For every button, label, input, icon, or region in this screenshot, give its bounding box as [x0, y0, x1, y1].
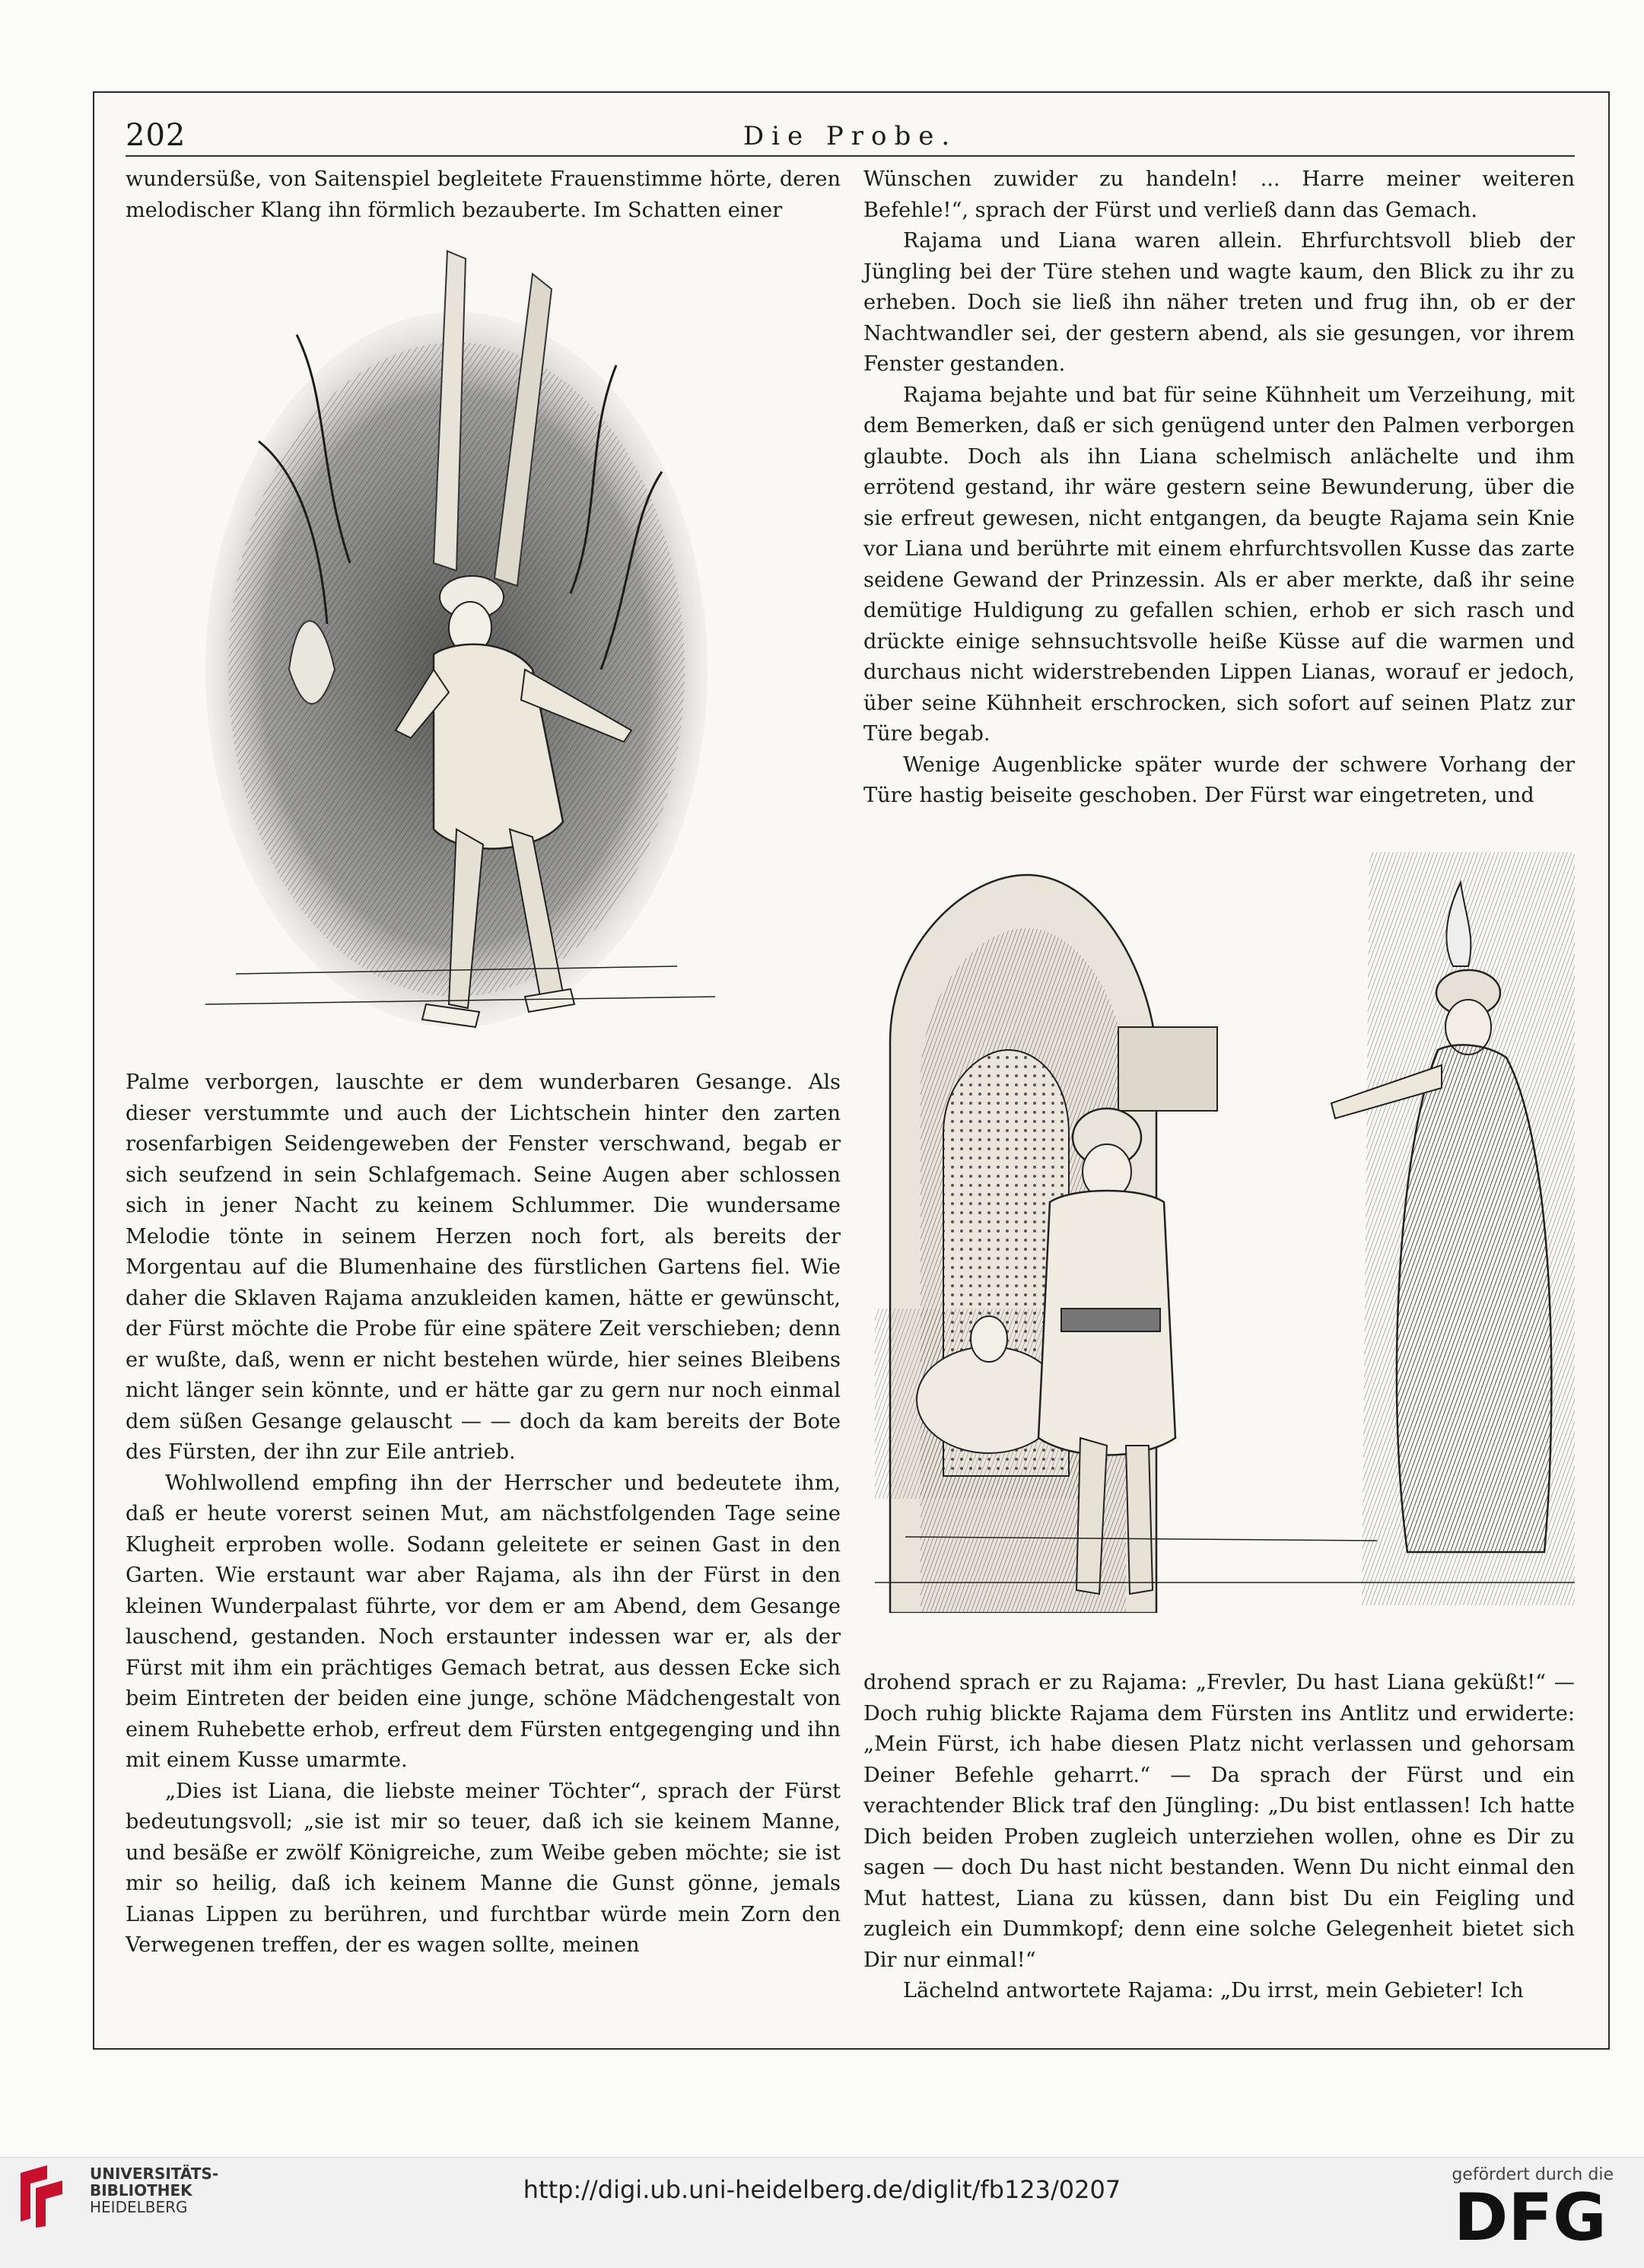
paragraph: Wünschen zuwider zu handeln! ... Harre meiner weiteren Befehle!“, sprach der Fürst und verließ dann das Gemach.: [863, 167, 1575, 222]
paragraph: Rajama und Liana waren allein. Ehrfurchtsvoll blieb der Jüngling bei der Türe stehen und wagte kaum, den Blick zu ihr zu erheben. Doch sie ließ ihn näher treten und frug ihn, ob er der Nachtwandler sei, der gestern abend, als sie gesungen, vor ihrem Fenster gestanden.: [863, 229, 1575, 376]
digitization-footer: [0, 2157, 1644, 2268]
running-title: Die Probe.: [743, 121, 958, 151]
paragraph: Wohlwollend empfing ihn der Herrscher und bedeutete ihm, daß er heute vorerst seinen Mut, am nächstfolgenden Tage seine Klugheit erproben wolle. Sodann geleitete er seinen Gast in den Garten. Wie erstaunt war aber Rajama, als ihn der Fürst in den kleinen Wunderpalast führte, vor dem er am Abend, dem Gesange lauschend, gestanden. Noch erstaunter indessen war er, als der Fürst mit ihm ein prächtiges Gemach betrat, aus dessen Ecke sich beim Eintreten der beiden eine junge, schöne Mädchengestalt von einem Ruhebette erhob, erfreut dem Fürsten entgegenging und ihn mit einem Kusse umarmte.: [126, 1471, 841, 1772]
left-column-top: [126, 164, 841, 228]
header-rule: [126, 155, 1575, 157]
library-line: BIBLIOTHEK: [90, 2181, 192, 2200]
right-column-bottom: [863, 1668, 1575, 2018]
svg-text:DFG: DFG: [1454, 2187, 1607, 2244]
left-column-bottom: [126, 1067, 841, 2015]
paragraph: wundersüße, von Saitenspiel begleitete Frauenstimme hörte, deren melodischer Klang ihn förmlich bezauberte. Im Schatten einer: [126, 167, 841, 222]
page-number: 202: [126, 118, 186, 153]
paragraph: Wenige Augenblicke später wurde der schwere Vorhang der Türe hastig beiseite geschoben. Der Fürst war eingetreten, und: [863, 752, 1575, 807]
paragraph: Lächelnd antwortete Rajama: „Du irrst, mein Gebieter! Ich: [903, 1979, 1524, 2002]
paragraph: Rajama bejahte und bat für seine Kühnheit um Verzeihung, mit dem Bemerken, daß er sich genügend unter den Palmen verborgen glaubte. Doch als ihn Liana schelmisch anlächelte und ihm errötend gestand, ihr wäre gestern seine Bewunderung, über die sie erfreut gewesen, nicht entgangen, da beugte Rajama sein Knie vor Liana und berührte mit einem ehrfurchtsvollen Kusse das zarte seidene Gewand der Prinzessin. Als er aber merkte, daß ihr seine demütige Huldigung zu gefallen schien, erhob er sich rasch und drückte einige sehnsuchtsvolle heiße Küsse auf die warmen und durchaus nicht widerstrebenden Lippen Lianas, worauf er jedoch, über seine Kühnheit erschrocken, sich sofort auf seinen Platz zur Türe begab.: [863, 383, 1575, 746]
right-column-top: [863, 164, 1575, 828]
library-line: UNIVERSITÄTS-: [90, 2165, 219, 2183]
paragraph: Palme verborgen, lauschte er dem wunderbaren Gesange. Als dieser verstummte und auch der Lichtschein hinter den zarten rosenfarbigen Seidengeweben der Fenster verschwand, begab er sich seufzend in sein Schlafgemach. Seine Augen aber schlossen sich in jener Nacht zu keinem Schlummer. Die wundersame Melodie tönte in seinem Herzen noch fort, als bereits der Morgentau auf die Blumenhaine des fürstlichen Gartens fiel. Wie daher die Sklaven Rajama anzukleiden kamen, hätte er gewünscht, der Fürst möchte die Probe für eine spätere Zeit verschieben; denn er wußte, daß, wenn er nicht bestehen würde, hier seines Bleibens nicht länger sein könnte, und er hätte gar zu gern nur noch einmal dem süßen Gesange gelauscht — — doch da kam bereits der Bote des Fürsten, der ihn zur Eile antrieb.: [126, 1070, 841, 1464]
paragraph: drohend sprach er zu Rajama: „Frevler, Du hast Liana geküßt!“ — Doch ruhig blickte Rajama dem Fürsten ins Antlitz und erwiderte: „Mein Fürst, ich habe diesen Platz nicht verlassen und gehorsam Deiner Befehle geharrt.“ — Da sprach der Fürst und ein verachtender Blick traf den Jüngling: „Du bist entlassen! Ich hatte Dich beiden Proben zugleich unterziehen wollen, ohne es Dir zu sagen — doch Du hast nicht bestanden. Wenn Du nicht einmal den Mut hattest, Liana zu küssen, dann bist Du ein Feigling und zugleich ein Dummkopf; denn eine solche Gelegenheit bietet sich Dir nur einmal!“: [863, 1671, 1575, 1972]
funded-by-label: gefördert durch die: [1452, 2165, 1614, 2184]
forest-listener-illustration: [205, 243, 715, 1058]
permalink-url[interactable]: http://digi.ub.uni-heidelberg.de/diglit/fb123/0207: [523, 2175, 1121, 2204]
paragraph: „Dies ist Liana, die liebste meiner Töchter“, sprach der Fürst bedeutungsvoll; „sie ist mir so teuer, daß ich sie keinem Manne, und besäße er zwölf Königreiche, zum Weibe geben möchte; sie ist mir so heilig, daß ich keinem Manne die Gunst gönne, jemals Lianas Lippen zu berühren, und furchtbar würde mein Zorn den Verwegenen treffen, der es wagen sollte, meinen: [126, 1779, 841, 1957]
palace-scene-illustration: [875, 852, 1575, 1613]
page-header: [126, 118, 1575, 157]
library-line: HEIDELBERG: [90, 2198, 188, 2216]
dfg-logo: [1454, 2187, 1614, 2244]
